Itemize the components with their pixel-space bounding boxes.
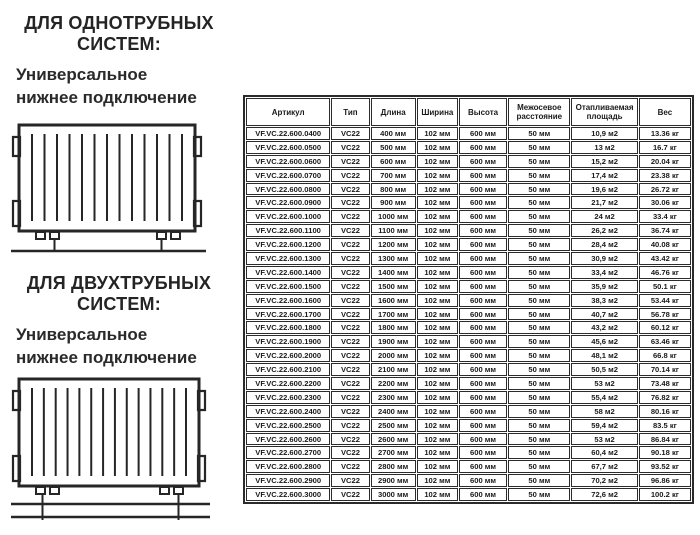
table-cell: VC22 bbox=[331, 488, 369, 501]
table-cell: 102 мм bbox=[417, 321, 458, 334]
table-cell: VC22 bbox=[331, 238, 369, 251]
table-cell: VC22 bbox=[331, 210, 369, 223]
table-cell: VF.VC.22.600.2900 bbox=[246, 474, 330, 487]
table-cell: 600 мм bbox=[459, 363, 507, 376]
table-row bbox=[246, 196, 691, 209]
table-cell: 102 мм bbox=[417, 183, 458, 196]
table-row bbox=[246, 363, 691, 376]
table-row bbox=[246, 446, 691, 459]
table-cell: 59,4 м2 bbox=[571, 419, 637, 432]
table-cell: 102 мм bbox=[417, 196, 458, 209]
table-cell: 102 мм bbox=[417, 433, 458, 446]
table-cell: VF.VC.22.600.1300 bbox=[246, 252, 330, 265]
table-cell: 40.08 кг bbox=[639, 238, 691, 251]
table-cell: VF.VC.22.600.1200 bbox=[246, 238, 330, 251]
table-cell: 53.44 кг bbox=[639, 294, 691, 307]
column-header: Высота bbox=[459, 98, 507, 126]
table-cell: 102 мм bbox=[417, 169, 458, 182]
table-cell: 45,6 м2 bbox=[571, 335, 637, 348]
table-cell: 600 мм bbox=[459, 169, 507, 182]
table-cell: 70,2 м2 bbox=[571, 474, 637, 487]
table-cell: 102 мм bbox=[417, 391, 458, 404]
table-cell: 600 мм bbox=[459, 488, 507, 501]
table-cell: VF.VC.22.600.2800 bbox=[246, 460, 330, 473]
single-pipe-heading-line2: СИСТЕМ: bbox=[77, 34, 161, 54]
table-cell: VC22 bbox=[331, 266, 369, 279]
table-cell: VC22 bbox=[331, 405, 369, 418]
table-cell: 600 мм bbox=[459, 349, 507, 362]
table-cell: 50 мм bbox=[508, 488, 570, 501]
table-row bbox=[246, 391, 691, 404]
table-cell: 55,4 м2 bbox=[571, 391, 637, 404]
table-cell: 50 мм bbox=[508, 405, 570, 418]
table-cell: 2500 мм bbox=[371, 419, 416, 432]
table-cell: 50 мм bbox=[508, 169, 570, 182]
table-row bbox=[246, 238, 691, 251]
two-pipe-subtitle-line2: нижнее подключение bbox=[16, 348, 197, 367]
table-cell: 102 мм bbox=[417, 363, 458, 376]
table-cell: VF.VC.22.600.0800 bbox=[246, 183, 330, 196]
table-cell: 1000 мм bbox=[371, 210, 416, 223]
table-row bbox=[246, 321, 691, 334]
table-cell: 50 мм bbox=[508, 308, 570, 321]
column-header: Длина bbox=[371, 98, 416, 126]
table-cell: 600 мм bbox=[459, 460, 507, 473]
table-cell: 1600 мм bbox=[371, 294, 416, 307]
table-cell: VC22 bbox=[331, 141, 369, 154]
table-cell: VF.VC.22.600.2000 bbox=[246, 349, 330, 362]
table-cell: 600 мм bbox=[371, 155, 416, 168]
table-cell: VC22 bbox=[331, 363, 369, 376]
table-cell: 600 мм bbox=[459, 196, 507, 209]
table-cell: 50 мм bbox=[508, 266, 570, 279]
table-cell: 600 мм bbox=[459, 155, 507, 168]
table-cell: 2600 мм bbox=[371, 433, 416, 446]
table-cell: 23.38 кг bbox=[639, 169, 691, 182]
table-cell: 93.52 кг bbox=[639, 460, 691, 473]
table-cell: 102 мм bbox=[417, 460, 458, 473]
two-pipe-subtitle-line1: Универсальное bbox=[16, 325, 148, 344]
table-cell: VF.VC.22.600.0700 bbox=[246, 169, 330, 182]
table-cell: VF.VC.22.600.2700 bbox=[246, 446, 330, 459]
table-cell: 50 мм bbox=[508, 238, 570, 251]
table-cell: 50 мм bbox=[508, 419, 570, 432]
table-cell: VC22 bbox=[331, 377, 369, 390]
table-cell: 30.06 кг bbox=[639, 196, 691, 209]
table-cell: 1500 мм bbox=[371, 280, 416, 293]
table-cell: 1200 мм bbox=[371, 238, 416, 251]
radiator-single-pipe-icon bbox=[8, 122, 212, 260]
table-cell: 600 мм bbox=[459, 252, 507, 265]
table-row bbox=[246, 474, 691, 487]
left-panel bbox=[0, 0, 238, 535]
radiator-diagram-two-pipe bbox=[8, 376, 216, 526]
table-cell: 73.48 кг bbox=[639, 377, 691, 390]
table-cell: 24 м2 bbox=[571, 210, 637, 223]
table-cell: VC22 bbox=[331, 391, 369, 404]
table-cell: 1400 мм bbox=[371, 266, 416, 279]
table-cell: 90.18 кг bbox=[639, 446, 691, 459]
table-cell: 102 мм bbox=[417, 210, 458, 223]
table-cell: 50 мм bbox=[508, 363, 570, 376]
table-cell: 800 мм bbox=[371, 183, 416, 196]
table-row bbox=[246, 224, 691, 237]
radiator-fins bbox=[32, 388, 186, 476]
table-row bbox=[246, 252, 691, 265]
table-cell: VC22 bbox=[331, 474, 369, 487]
table-cell: VC22 bbox=[331, 224, 369, 237]
table-cell: VF.VC.22.600.0500 bbox=[246, 141, 330, 154]
table-cell: 102 мм bbox=[417, 155, 458, 168]
column-header: Вес bbox=[639, 98, 691, 126]
table-cell: VC22 bbox=[331, 308, 369, 321]
table-cell: 72,6 м2 bbox=[571, 488, 637, 501]
table-cell: VF.VC.22.600.3000 bbox=[246, 488, 330, 501]
radiator-diagram-single-pipe bbox=[8, 122, 212, 260]
table-cell: 76.82 кг bbox=[639, 391, 691, 404]
table-cell: VC22 bbox=[331, 294, 369, 307]
table-cell: VC22 bbox=[331, 335, 369, 348]
table-row bbox=[246, 127, 691, 140]
table-cell: 10,9 м2 bbox=[571, 127, 637, 140]
radiator-two-pipe-icon bbox=[8, 376, 216, 526]
table-cell: 400 мм bbox=[371, 127, 416, 140]
table-cell: 50 мм bbox=[508, 127, 570, 140]
table-row bbox=[246, 210, 691, 223]
table-cell: 600 мм bbox=[459, 335, 507, 348]
table-cell: 102 мм bbox=[417, 252, 458, 265]
column-header: Отапливаемая площадь bbox=[571, 98, 637, 126]
table-cell: 33.4 кг bbox=[639, 210, 691, 223]
table-cell: 600 мм bbox=[459, 446, 507, 459]
table-cell: 3000 мм bbox=[371, 488, 416, 501]
table-cell: 50 мм bbox=[508, 252, 570, 265]
table-cell: 102 мм bbox=[417, 488, 458, 501]
table-cell: 50 мм bbox=[508, 141, 570, 154]
table-cell: 600 мм bbox=[459, 280, 507, 293]
table-row bbox=[246, 266, 691, 279]
table-cell: 500 мм bbox=[371, 141, 416, 154]
table-cell: 2200 мм bbox=[371, 377, 416, 390]
table-cell: 80.16 кг bbox=[639, 405, 691, 418]
table-cell: 43.42 кг bbox=[639, 252, 691, 265]
spec-table-container bbox=[243, 95, 694, 504]
table-cell: VC22 bbox=[331, 169, 369, 182]
table-cell: VF.VC.22.600.1500 bbox=[246, 280, 330, 293]
table-cell: 600 мм bbox=[459, 433, 507, 446]
table-cell: 102 мм bbox=[417, 377, 458, 390]
table-cell: 102 мм bbox=[417, 280, 458, 293]
table-cell: 600 мм bbox=[459, 321, 507, 334]
table-cell: 600 мм bbox=[459, 238, 507, 251]
table-cell: 36.74 кг bbox=[639, 224, 691, 237]
table-cell: 50 мм bbox=[508, 155, 570, 168]
table-cell: 16.7 кг bbox=[639, 141, 691, 154]
table-cell: 102 мм bbox=[417, 446, 458, 459]
two-pipe-heading-line1: ДЛЯ ДВУХТРУБНЫХ bbox=[26, 273, 212, 293]
table-cell: 102 мм bbox=[417, 127, 458, 140]
table-cell: 900 мм bbox=[371, 196, 416, 209]
table-cell: 67,7 м2 bbox=[571, 460, 637, 473]
table-row bbox=[246, 308, 691, 321]
table-cell: VF.VC.22.600.0900 bbox=[246, 196, 330, 209]
table-cell: VF.VC.22.600.1600 bbox=[246, 294, 330, 307]
spec-table bbox=[243, 95, 694, 504]
table-cell: 1300 мм bbox=[371, 252, 416, 265]
two-pipe-heading-line2: СИСТЕМ: bbox=[77, 294, 161, 314]
table-cell: 600 мм bbox=[459, 141, 507, 154]
table-row bbox=[246, 280, 691, 293]
table-cell: VF.VC.22.600.1400 bbox=[246, 266, 330, 279]
table-row bbox=[246, 405, 691, 418]
table-cell: VC22 bbox=[331, 155, 369, 168]
table-cell: 63.46 кг bbox=[639, 335, 691, 348]
table-cell: 102 мм bbox=[417, 349, 458, 362]
table-cell: 102 мм bbox=[417, 474, 458, 487]
table-cell: 600 мм bbox=[459, 377, 507, 390]
table-cell: 2100 мм bbox=[371, 363, 416, 376]
table-cell: 13.36 кг bbox=[639, 127, 691, 140]
table-cell: 50 мм bbox=[508, 210, 570, 223]
table-cell: 58 м2 bbox=[571, 405, 637, 418]
table-cell: 50 мм bbox=[508, 280, 570, 293]
table-cell: 1800 мм bbox=[371, 321, 416, 334]
table-cell: 102 мм bbox=[417, 308, 458, 321]
table-cell: 102 мм bbox=[417, 335, 458, 348]
table-cell: 13 м2 bbox=[571, 141, 637, 154]
table-cell: 102 мм bbox=[417, 419, 458, 432]
table-cell: 50 мм bbox=[508, 474, 570, 487]
table-cell: 38,3 м2 bbox=[571, 294, 637, 307]
table-cell: 2400 мм bbox=[371, 405, 416, 418]
single-pipe-subtitle-line1: Универсальное bbox=[16, 65, 148, 84]
table-cell: 600 мм bbox=[459, 474, 507, 487]
table-cell: 600 мм bbox=[459, 391, 507, 404]
table-cell: VF.VC.22.600.1000 bbox=[246, 210, 330, 223]
radiator-fins bbox=[32, 134, 182, 221]
table-cell: 50 мм bbox=[508, 391, 570, 404]
table-cell: 86.84 кг bbox=[639, 433, 691, 446]
table-cell: VF.VC.22.600.1800 bbox=[246, 321, 330, 334]
table-cell: VC22 bbox=[331, 127, 369, 140]
column-header: Тип bbox=[331, 98, 369, 126]
table-cell: VC22 bbox=[331, 349, 369, 362]
table-row bbox=[246, 335, 691, 348]
table-cell: VF.VC.22.600.1900 bbox=[246, 335, 330, 348]
column-header: Межосевое расстояние bbox=[508, 98, 570, 126]
column-header: Ширина bbox=[417, 98, 458, 126]
table-cell: 70.14 кг bbox=[639, 363, 691, 376]
table-cell: 26,2 м2 bbox=[571, 224, 637, 237]
column-header: Артикул bbox=[246, 98, 330, 126]
table-cell: 50 мм bbox=[508, 433, 570, 446]
table-cell: 50 мм bbox=[508, 446, 570, 459]
table-cell: 15,2 м2 bbox=[571, 155, 637, 168]
table-cell: VC22 bbox=[331, 433, 369, 446]
table-cell: 21,7 м2 bbox=[571, 196, 637, 209]
table-cell: 600 мм bbox=[459, 224, 507, 237]
table-cell: VF.VC.22.600.0400 bbox=[246, 127, 330, 140]
table-cell: 28,4 м2 bbox=[571, 238, 637, 251]
table-cell: 102 мм bbox=[417, 405, 458, 418]
table-cell: 102 мм bbox=[417, 141, 458, 154]
table-header-row bbox=[246, 98, 691, 126]
table-cell: 60.12 кг bbox=[639, 321, 691, 334]
table-row bbox=[246, 183, 691, 196]
table-cell: VC22 bbox=[331, 321, 369, 334]
table-cell: 48,1 м2 bbox=[571, 349, 637, 362]
table-cell: VC22 bbox=[331, 183, 369, 196]
table-cell: 50 мм bbox=[508, 183, 570, 196]
table-cell: 2000 мм bbox=[371, 349, 416, 362]
table-cell: 56.78 кг bbox=[639, 308, 691, 321]
table-cell: 26.72 кг bbox=[639, 183, 691, 196]
table-cell: 33,4 м2 bbox=[571, 266, 637, 279]
table-cell: 102 мм bbox=[417, 294, 458, 307]
table-cell: 83.5 кг bbox=[639, 419, 691, 432]
table-cell: 50 мм bbox=[508, 294, 570, 307]
table-cell: 50 мм bbox=[508, 460, 570, 473]
table-cell: 1900 мм bbox=[371, 335, 416, 348]
table-row bbox=[246, 294, 691, 307]
table-row bbox=[246, 433, 691, 446]
table-row bbox=[246, 141, 691, 154]
single-pipe-subtitle-line2: нижнее подключение bbox=[16, 88, 197, 107]
table-cell: VC22 bbox=[331, 196, 369, 209]
table-row bbox=[246, 460, 691, 473]
table-cell: 50 мм bbox=[508, 335, 570, 348]
table-cell: 2900 мм bbox=[371, 474, 416, 487]
table-cell: 96.86 кг bbox=[639, 474, 691, 487]
table-cell: 102 мм bbox=[417, 224, 458, 237]
table-cell: 100.2 кг bbox=[639, 488, 691, 501]
table-cell: 50.1 кг bbox=[639, 280, 691, 293]
table-cell: 600 мм bbox=[459, 210, 507, 223]
table-cell: 2800 мм bbox=[371, 460, 416, 473]
table-cell: 53 м2 bbox=[571, 377, 637, 390]
table-cell: VC22 bbox=[331, 280, 369, 293]
table-cell: VF.VC.22.600.1100 bbox=[246, 224, 330, 237]
table-cell: VF.VC.22.600.2400 bbox=[246, 405, 330, 418]
table-cell: 600 мм bbox=[459, 266, 507, 279]
table-cell: 600 мм bbox=[459, 405, 507, 418]
table-cell: 50 мм bbox=[508, 377, 570, 390]
table-row bbox=[246, 169, 691, 182]
table-cell: 40,7 м2 bbox=[571, 308, 637, 321]
table-cell: 102 мм bbox=[417, 238, 458, 251]
table-cell: 60,4 м2 bbox=[571, 446, 637, 459]
table-cell: 50 мм bbox=[508, 196, 570, 209]
table-cell: VF.VC.22.600.2100 bbox=[246, 363, 330, 376]
table-cell: 2300 мм bbox=[371, 391, 416, 404]
table-cell: VF.VC.22.600.1700 bbox=[246, 308, 330, 321]
table-row bbox=[246, 155, 691, 168]
table-row bbox=[246, 488, 691, 501]
table-cell: 50 мм bbox=[508, 321, 570, 334]
table-cell: 35,9 м2 bbox=[571, 280, 637, 293]
table-cell: 1100 мм bbox=[371, 224, 416, 237]
table-cell: VF.VC.22.600.0600 bbox=[246, 155, 330, 168]
table-cell: 2700 мм bbox=[371, 446, 416, 459]
table-cell: 50 мм bbox=[508, 224, 570, 237]
table-cell: 50,5 м2 bbox=[571, 363, 637, 376]
table-cell: 43,2 м2 bbox=[571, 321, 637, 334]
table-cell: 50 мм bbox=[508, 349, 570, 362]
table-cell: VC22 bbox=[331, 419, 369, 432]
table-cell: 600 мм bbox=[459, 183, 507, 196]
table-cell: 53 м2 bbox=[571, 433, 637, 446]
table-cell: VF.VC.22.600.2300 bbox=[246, 391, 330, 404]
table-cell: 102 мм bbox=[417, 266, 458, 279]
table-cell: 600 мм bbox=[459, 294, 507, 307]
table-cell: 46.76 кг bbox=[639, 266, 691, 279]
table-cell: 17,4 м2 bbox=[571, 169, 637, 182]
table-cell: VC22 bbox=[331, 446, 369, 459]
table-cell: VF.VC.22.600.2600 bbox=[246, 433, 330, 446]
table-cell: VF.VC.22.600.2500 bbox=[246, 419, 330, 432]
table-cell: 30,9 м2 bbox=[571, 252, 637, 265]
table-cell: VC22 bbox=[331, 252, 369, 265]
table-cell: 20.04 кг bbox=[639, 155, 691, 168]
table-cell: 66.8 кг bbox=[639, 349, 691, 362]
spec-table-body bbox=[246, 127, 691, 501]
table-row bbox=[246, 419, 691, 432]
table-cell: 19,6 м2 bbox=[571, 183, 637, 196]
table-cell: VF.VC.22.600.2200 bbox=[246, 377, 330, 390]
table-cell: 700 мм bbox=[371, 169, 416, 182]
single-pipe-heading-line1: ДЛЯ ОДНОТРУБНЫХ bbox=[24, 13, 214, 33]
table-cell: 600 мм bbox=[459, 308, 507, 321]
table-cell: 600 мм bbox=[459, 419, 507, 432]
table-row bbox=[246, 377, 691, 390]
table-cell: 1700 мм bbox=[371, 308, 416, 321]
table-cell: VC22 bbox=[331, 460, 369, 473]
table-cell: 600 мм bbox=[459, 127, 507, 140]
table-row bbox=[246, 349, 691, 362]
